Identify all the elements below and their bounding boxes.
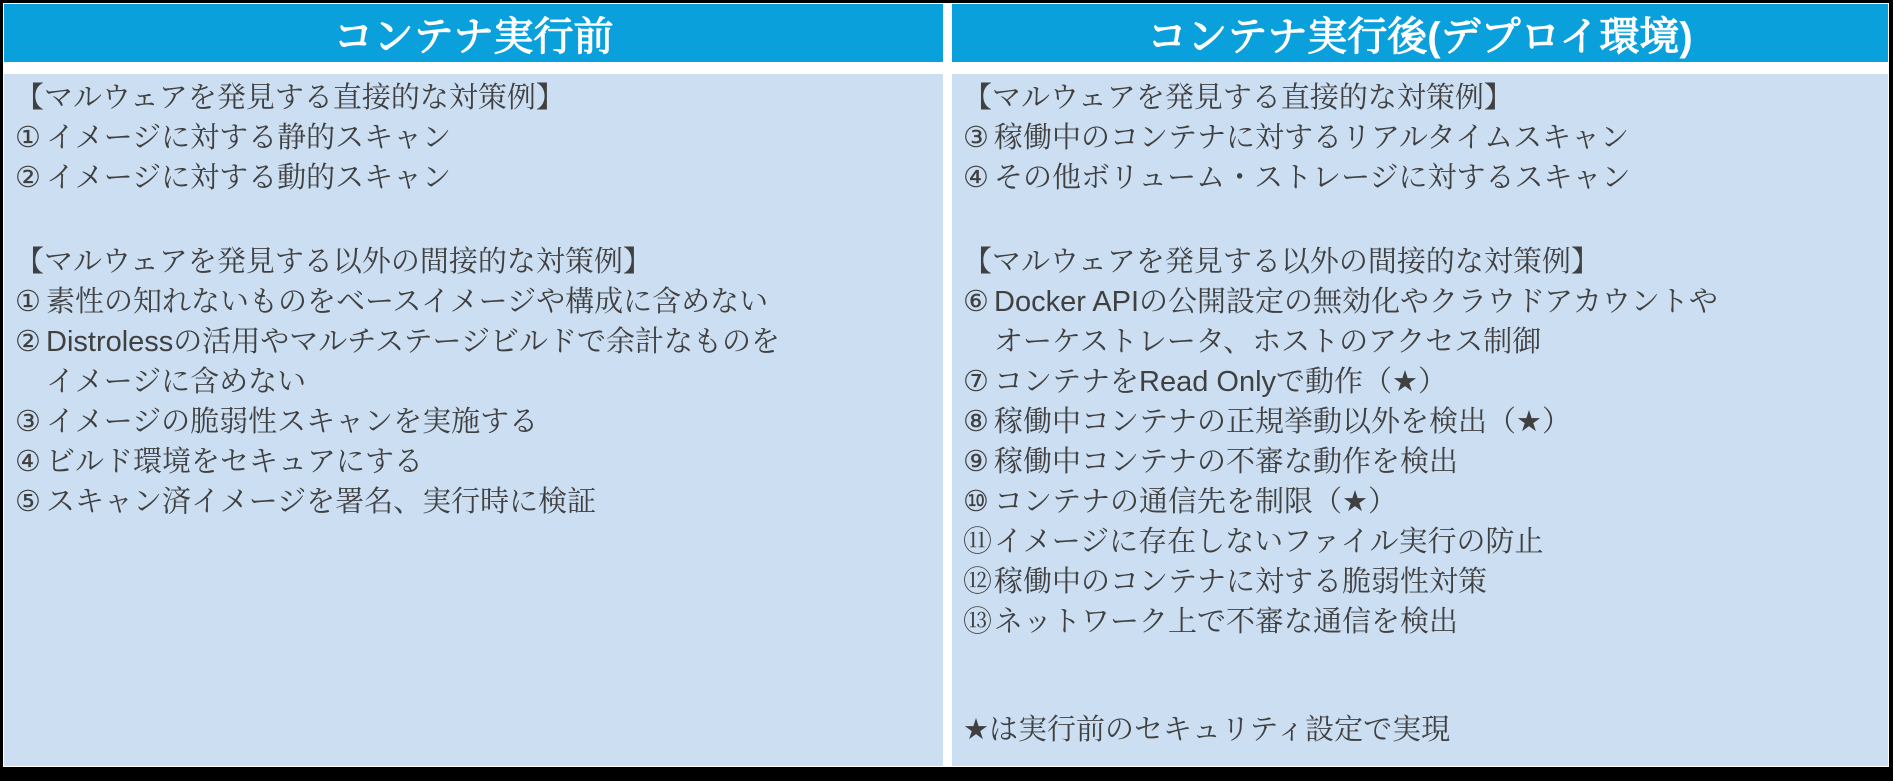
column-header-after-run (952, 4, 1888, 62)
column-header-before-run (4, 4, 943, 62)
section-heading: 【マルウェアを発見する以外の間接的な対策例】 (963, 246, 1600, 278)
section-direct-measures (963, 78, 1733, 198)
list-item (963, 402, 1733, 442)
list-item (963, 282, 1733, 362)
list-item (15, 118, 788, 158)
item-number: ② (15, 162, 41, 194)
item-number: ③ (15, 406, 41, 438)
item-text: イメージに対する静的スキャン (46, 122, 452, 154)
footnote-star-legend: ★は実行前のセキュリティ設定で実現 (963, 714, 1451, 746)
item-text: その他ボリューム・ストレージに対するスキャン (994, 162, 1631, 194)
item-text: 稼働中のコンテナに対する脆弱性対策 (994, 566, 1488, 598)
item-number: ① (15, 122, 41, 154)
list-item (963, 118, 1733, 158)
item-number: ⑫ (963, 566, 993, 598)
item-number: ⑦ (963, 366, 989, 398)
list-item (963, 442, 1733, 482)
list-item (15, 158, 788, 198)
list-item (15, 402, 788, 442)
list-item (15, 482, 788, 522)
item-text: Docker APIの公開設定の無効化やクラウドアカウントやオーケストレータ、ホストのアクセス制御 (994, 286, 1718, 358)
list-item (963, 482, 1733, 522)
list-item (963, 362, 1733, 402)
item-text: 素性の知れないものをベースイメージや構成に含めない (46, 286, 769, 318)
section-heading: 【マルウェアを発見する以外の間接的な対策例】 (15, 246, 652, 278)
list-item (15, 282, 788, 322)
item-number: ⑪ (963, 526, 993, 558)
list-item (963, 602, 1733, 642)
item-text: Distrolessの活用やマルチステージビルドで余計なものをイメージに含めない (46, 326, 780, 398)
column-header-before-run-label: コンテナ実行前 (333, 14, 614, 59)
item-number: ④ (963, 162, 989, 194)
item-text: スキャン済イメージを署名、実行時に検証 (46, 486, 597, 518)
item-text: イメージに対する動的スキャン (46, 162, 452, 194)
item-number: ① (15, 286, 41, 318)
item-text: ビルド環境をセキュアにする (46, 446, 424, 478)
list-item (963, 158, 1733, 198)
list-item (15, 322, 788, 402)
item-text: イメージに存在しないファイル実行の防止 (994, 526, 1544, 558)
item-number: ④ (15, 446, 41, 478)
list-item (963, 562, 1733, 602)
item-text: コンテナの通信先を制限（★） (994, 486, 1397, 518)
item-text: 稼働中のコンテナに対するリアルタイムスキャン (994, 122, 1630, 154)
column-body-before-run (4, 74, 943, 766)
item-number: ② (15, 326, 41, 358)
section-heading: 【マルウェアを発見する直接的な対策例】 (15, 82, 565, 114)
section-direct-measures (15, 78, 788, 198)
item-number: ③ (963, 122, 989, 154)
item-text: イメージの脆弱性スキャンを実施する (46, 406, 539, 438)
section-indirect-measures (15, 242, 788, 522)
list-item (15, 442, 788, 482)
item-number: ⑧ (963, 406, 989, 438)
item-text: コンテナをRead Onlyで動作（★） (994, 366, 1448, 398)
item-text: 稼働中コンテナの不審な動作を検出 (994, 446, 1459, 478)
item-number: ⑤ (15, 486, 41, 518)
item-number: ⑥ (963, 286, 989, 318)
item-text: 稼働中コンテナの正規挙動以外を検出（★） (994, 406, 1571, 438)
list-item (963, 522, 1733, 562)
item-number: ⑬ (963, 606, 993, 638)
column-header-after-run-label: コンテナ実行後(デプロイ環境) (1147, 14, 1693, 59)
section-indirect-measures (963, 242, 1733, 642)
item-number: ⑩ (963, 486, 989, 518)
column-body-after-run (952, 74, 1888, 766)
section-heading: 【マルウェアを発見する直接的な対策例】 (963, 82, 1513, 114)
item-text: ネットワーク上で不審な通信を検出 (994, 606, 1459, 638)
item-number: ⑨ (963, 446, 989, 478)
